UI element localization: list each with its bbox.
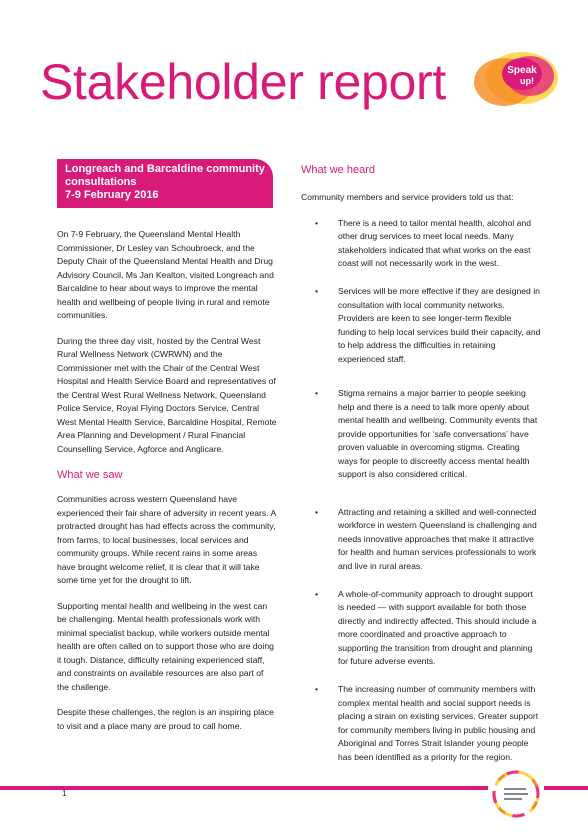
inspiring-paragraph: Despite these challenges, the region is an inspiring place to visit and a place many are proud to call home. — [57, 707, 274, 731]
visit-paragraph: During the three day visit, hosted by the Central West Rural Wellness Network (CWRWN) and the Commissioner met with the Chair of the Central West Hospital and Health Service Board and representatives of the Central West Rural Wellness Network, Queensland Police Service, Royal Flying Doctors Service, Central West Mental Health Service, Barcaldine Hospital, Remote Area Planning and Development / Rural Financial Counselling Service, Agforce and Anglicare. — [57, 335, 277, 454]
consultation-banner — [57, 159, 273, 208]
page-number: 1 — [62, 789, 67, 798]
list-item: • A whole-of-community approach to drought support is needed — with support available for both those directly and indirectly affected. This should include a more coordinated and proactive approach to supporting the transition from drought and planning for future adverse events. — [315, 588, 537, 666]
list-item: • Attracting and retaining a skilled and well-connected workforce in western Queensland is challenging and needs innovative approaches that make it attractive for health and human services professionals to work and live in rural areas. — [315, 506, 537, 571]
list-item: • Stigma remains a major barrier to people seeking help and there is a need to talk more openly about mental health and wellbeing. Community events that provide opportunities for ‘safe conversations’ have proven valuable in overcoming stigma. Creating ways for people to discreetly access mental health support is also considered critical. — [315, 388, 538, 479]
intro-paragraph: On 7-9 February, the Queensland Mental Health Commissioner, Dr Lesley van Schoubroeck, and the Deputy Chair of the Queensland Mental Health and Drug Advisory Council, Ms Jan Kealton, visited Longreach and Barcaldine to hear about ways to improve the mental health and wellbeing of people living in rural and remote communities. — [57, 229, 274, 320]
bullet-icon: • — [315, 217, 319, 228]
left-column — [57, 228, 277, 745]
banner-line-2: consultations — [65, 176, 137, 188]
svg-text:Speak: Speak — [507, 65, 537, 76]
list-item: • There is a need to tailor mental health, alcohol and other drug services to meet local needs. Many stakeholders indicated that what works on the east coast will not necessarily work in the west. — [315, 217, 532, 268]
svg-text:up!: up! — [520, 76, 534, 86]
bullet-icon: • — [315, 388, 319, 398]
heading-what-we-heard: What we heard — [301, 164, 375, 176]
findings-list — [301, 217, 541, 765]
adversity-paragraph: Communities across western Queensland have experienced their fair share of adversity in recent years. A protracted drought has had effects across the community, from farms, to local businesses, local services and community groups. While recent rains in some areas have brought welcome relief, it is clear that it will take some time yet for the drought to lift. — [57, 494, 276, 585]
speak-up-logo — [452, 44, 564, 116]
right-column — [301, 163, 541, 779]
list-item: • Services will be more effective if they are designed in consultation with local community networks. Providers are keen to see longer-term flexible funding to help local services build their capacity, and to help address the difficulties in retaining experienced staff. — [315, 286, 541, 364]
bullet-icon: • — [315, 286, 319, 296]
banner-line-3: 7-9 February 2016 — [65, 189, 159, 201]
bullet-icon: • — [315, 684, 319, 694]
bullet-icon: • — [315, 588, 319, 599]
heading-what-we-saw: What we saw — [57, 469, 123, 481]
challenges-paragraph: Supporting mental health and wellbeing in the west can be challenging. Mental health professionals work with minimal specialist backup, while workers outside mental health are often called on to support those who are doing it tough. Distance, difficulty retaining experienced staff, and constraints on available resources are also part of the challenge. — [57, 600, 274, 692]
banner-line-1: Longreach and Barcaldine community — [65, 163, 265, 175]
list-item: • The increasing number of community members with complex mental health and social support needs is placing a strain on existing services. Greater support for community members living in public housing and Aboriginal and Torres Strait Islander young people has been identified as a priority for the region. — [315, 684, 539, 762]
bullet-icon: • — [315, 506, 319, 517]
heard-intro: Community members and service providers told us that: — [301, 192, 514, 202]
report-title: Stakeholder report — [40, 54, 446, 110]
commission-logo — [488, 768, 544, 820]
